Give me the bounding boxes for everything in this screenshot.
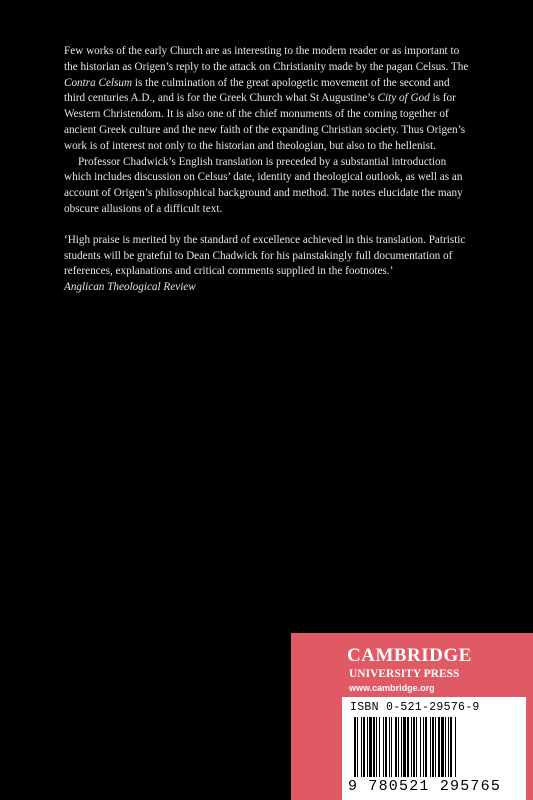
- book-title-contra-celsum: Contra Celsum: [64, 76, 133, 89]
- publisher-subtitle: UNIVERSITY PRESS: [349, 668, 460, 680]
- ean-digits: 9 780521 295765: [348, 778, 502, 795]
- review-source: Anglican Theological Review: [64, 281, 196, 294]
- publisher-box: [291, 633, 533, 800]
- blurb-paragraph-1: [64, 44, 472, 155]
- isbn-label: ISBN 0-521-29576-9: [350, 701, 480, 714]
- blurb-text-c: is for Western Christendom. It is also one of the chief monuments of the coming together of ancient Greek culture and the new faith of the expanding Christian society. Thus Origen’s work is of interest not only to the historian and theologian, but also to the hellenist.: [64, 92, 466, 152]
- blurb-text-b: is the culmination of the great apologetic movement of the second and third centuries A.D., and is for the Greek Church what St Augustine’s: [64, 76, 450, 105]
- blurb-text-a: Few works of the early Church are as interesting to the modern reader or as important to the historian as Origen’s reply to the attack on Christianity made by the pagan Celsus. The: [64, 45, 469, 73]
- blurb-paragraph-2: Professor Chadwick’s English translation is preceded by a substantial introduction which includes discussion on Celsus’ date, identity and theological outlook, as well as an account of Origen’s philosophical background and method. The notes elucidate the many obscure allusions of a difficult text.: [64, 155, 463, 215]
- back-cover-blurb: [64, 44, 472, 296]
- publisher-name: CAMBRIDGE: [347, 645, 472, 666]
- review-quote: ‘High praise is merited by the standard of excellence achieved in this translation. Patristic students will be grateful to Dean Chadwick for his painstakingly full documentation of references, explanations and critical comments supplied in the footnotes.’: [64, 233, 466, 278]
- barcode-panel: [342, 697, 526, 800]
- publisher-url: www.cambridge.org: [349, 683, 435, 693]
- book-title-city-of-god: City of God: [377, 92, 430, 105]
